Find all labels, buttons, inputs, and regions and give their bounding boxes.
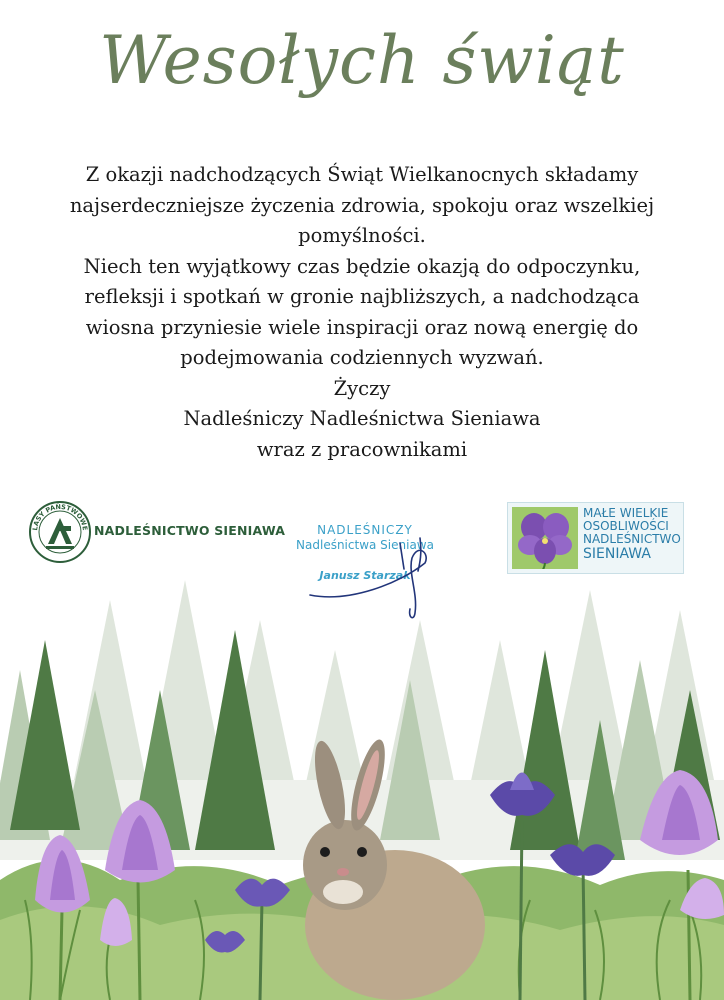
mwo-line: OSOBLIWOŚCI (583, 519, 669, 533)
signoff-line: Życzy (333, 376, 391, 400)
stamp-subtitle: Nadleśnictwa Sieniawa (296, 538, 434, 552)
nadlesnictwo-name: NADLEŚNICTWO SIENIAWA (94, 523, 286, 538)
greeting-text (30, 160, 694, 465)
greeting-line: pomyślności. (298, 224, 426, 247)
greeting-line: refleksji i spotkań w gronie najbliższych, a nadchodząca (84, 285, 640, 308)
signoff-line: Nadleśniczy Nadleśnictwa Sieniawa (183, 407, 541, 430)
mwo-text (583, 507, 683, 562)
stamp-name: Janusz Starzak (319, 569, 411, 582)
lasy-panstwowe-logo-icon (28, 500, 92, 564)
greeting-line: najserdeczniejsze życzenia zdrowia, spokoju oraz wszelkiej (69, 193, 655, 217)
mwo-line: MAŁE WIELKIE (583, 506, 669, 520)
mwo-line: SIENIAWA (583, 546, 651, 562)
violet-flower-icon (512, 507, 578, 569)
greeting-line: wiosna przyniesie wiele inspiracji oraz nową energię do (85, 315, 639, 339)
greeting-line: podejmowania codziennych wyzwań. (180, 346, 544, 369)
greeting-line: Niech ten wyjątkowy czas będzie okazją do odpoczynku, (83, 254, 641, 278)
card-title: Wesołych świąt (99, 22, 625, 99)
greeting-line: Z okazji nadchodzących Świąt Wielkanocnych składamy (85, 163, 639, 186)
stamp-title: NADLEŚNICZY (317, 523, 413, 537)
spring-forest-illustration (0, 580, 724, 1000)
mwo-line: NADLEŚNICTWO (583, 532, 681, 546)
signoff-line: wraz z pracownikami (256, 437, 468, 461)
logo-ring-text: LASY PAŃSTWOWE (31, 502, 89, 531)
mwo-badge (507, 502, 684, 574)
